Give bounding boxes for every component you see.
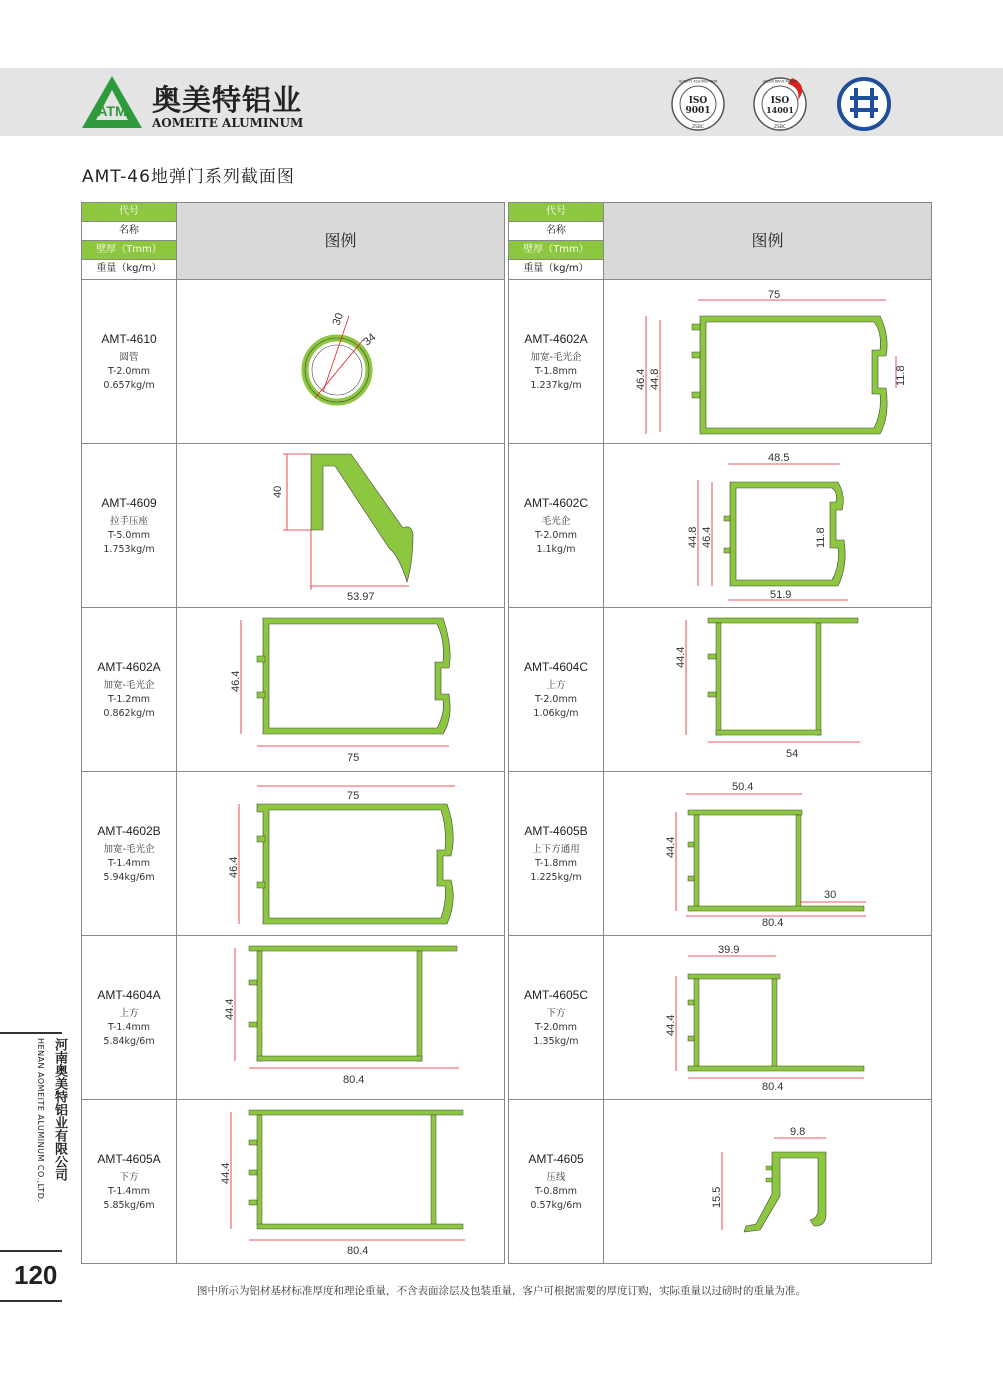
header-weight: 重量（kg/m） <box>523 263 589 274</box>
table-row <box>509 935 931 1100</box>
header-thickness: 壁厚（Tmm） <box>82 241 176 260</box>
header-code: 代号 <box>82 203 176 222</box>
profile-table-left <box>81 202 505 1264</box>
svg-text:44.4: 44.4 <box>220 1162 232 1184</box>
company-name-cn: 河南奥美特铝业有限公司 <box>52 1038 67 1181</box>
table-row <box>509 607 931 772</box>
profile-weight: 1.06kg/m <box>533 708 579 719</box>
profile-drawing <box>177 444 504 608</box>
table-row <box>82 443 504 608</box>
svg-text:80.4: 80.4 <box>762 917 784 929</box>
profile-drawing <box>177 608 504 772</box>
profile-info <box>82 444 177 608</box>
header-code: 代号 <box>509 203 603 222</box>
svg-text:53.97: 53.97 <box>347 591 375 603</box>
profile-code: AMT-4602B <box>97 824 161 838</box>
profile-info <box>82 608 177 772</box>
profile-info <box>509 444 604 608</box>
svg-text:QUALITY ASSURED FIRM: QUALITY ASSURED FIRM <box>678 79 718 84</box>
table-row <box>82 935 504 1100</box>
profile-code: AMT-4604C <box>523 660 589 674</box>
table-row <box>509 1099 931 1264</box>
table-row <box>82 771 504 936</box>
profile-thickness: T-2.0mm <box>535 530 577 541</box>
profile-code: AMT-4610 <box>101 332 157 346</box>
profile-name: 圆管 <box>119 352 139 363</box>
table-header-labels <box>82 203 177 279</box>
svg-text:46.4: 46.4 <box>228 856 240 878</box>
table-row <box>82 1099 504 1264</box>
svg-text:46.4: 46.4 <box>635 368 647 390</box>
page-number-rule <box>0 1300 62 1302</box>
profile-weight: 0.657kg/m <box>103 380 155 391</box>
table-row <box>509 771 931 936</box>
profile-info <box>509 772 604 936</box>
profile-thickness: T-5.0mm <box>108 530 150 541</box>
page-title: AMT-46地弹门系列截面图 <box>82 167 295 187</box>
brand-name-en: AOMEITE ALUMINUM <box>152 116 304 130</box>
profile-code: AMT-4605C <box>523 988 589 1002</box>
profile-drawing <box>177 936 504 1100</box>
company-emblem-icon <box>836 76 892 132</box>
profile-weight: 0.862kg/m <box>103 708 155 719</box>
profile-name: 毛光企 <box>541 516 571 527</box>
profile-thickness: T-1.8mm <box>535 366 577 377</box>
logo-mark-icon <box>80 74 144 130</box>
profile-info <box>509 1100 604 1264</box>
profile-drawing <box>604 936 931 1100</box>
profile-name: 上方 <box>119 1008 139 1019</box>
table-row <box>509 279 931 444</box>
company-side-label <box>0 1032 67 1246</box>
profile-name: 压线 <box>546 1172 566 1183</box>
svg-text:ISO: ISO <box>688 96 708 106</box>
svg-text:9001: 9001 <box>685 106 711 116</box>
profile-name: 下方 <box>119 1172 139 1183</box>
company-name-en: HENAN AOMEITE ALUMINUM CO.,LTD. <box>36 1038 45 1203</box>
profile-code: AMT-4602A <box>524 332 588 346</box>
profile-info <box>509 608 604 772</box>
svg-text:44.8: 44.8 <box>649 368 661 390</box>
profile-code: AMT-4605A <box>97 1152 161 1166</box>
profile-thickness: T-1.4mm <box>108 1186 150 1197</box>
profile-name: 加宽-毛光企 <box>103 844 155 855</box>
table-row <box>82 279 504 444</box>
profile-name: 加宽-毛光企 <box>103 680 155 691</box>
footnote: 图中所示为铝材基材标准厚度和理论重量，不含表面涂层及包装重量，客户可根据需要的厚度订购，实际重量以过磅时的重量为准。 <box>197 1285 806 1297</box>
profile-info <box>82 936 177 1100</box>
profile-code: AMT-4605B <box>524 824 588 838</box>
profile-code: AMT-4605 <box>528 1152 584 1166</box>
profile-weight: 5.84kg/6m <box>103 1036 155 1047</box>
profile-table-right <box>508 202 932 1264</box>
svg-text:44.4: 44.4 <box>665 836 677 858</box>
svg-text:ZSBC: ZSBC <box>773 125 787 130</box>
profile-drawing <box>177 280 504 444</box>
svg-text:48.5: 48.5 <box>768 452 790 464</box>
table-row <box>509 443 931 608</box>
svg-text:14001: 14001 <box>766 105 794 115</box>
svg-text:80.4: 80.4 <box>762 1081 784 1093</box>
table-row <box>82 607 504 772</box>
svg-text:30: 30 <box>330 311 347 328</box>
profile-weight: 0.57kg/6m <box>530 1200 582 1211</box>
profile-weight: 1.35kg/m <box>533 1036 579 1047</box>
svg-text:46.4: 46.4 <box>230 670 242 692</box>
profile-weight: 1.225kg/m <box>530 872 582 883</box>
svg-text:30: 30 <box>824 889 837 901</box>
svg-text:34: 34 <box>361 331 379 349</box>
svg-text:54: 54 <box>786 748 799 760</box>
profile-name: 上下方通用 <box>532 844 580 855</box>
profile-name: 加宽-毛光企 <box>530 352 582 363</box>
profile-drawing <box>604 608 931 772</box>
svg-text:9.8: 9.8 <box>790 1126 806 1138</box>
profile-drawing <box>177 772 504 936</box>
profile-thickness: T-0.8mm <box>535 1186 577 1197</box>
profile-info <box>82 1100 177 1264</box>
profile-code: AMT-4604A <box>97 988 161 1002</box>
svg-text:39.9: 39.9 <box>718 944 740 956</box>
profile-thickness: T-1.4mm <box>108 1022 150 1033</box>
iso9001-seal-icon <box>670 76 726 132</box>
profile-weight: 1.753kg/m <box>103 544 155 555</box>
profile-weight: 1.237kg/m <box>530 380 582 391</box>
profile-info <box>82 772 177 936</box>
profile-thickness: T-1.2mm <box>108 694 150 705</box>
page-number-text: 120 <box>14 1260 58 1290</box>
profile-thickness: T-2.0mm <box>535 694 577 705</box>
profile-weight: 5.85kg/6m <box>103 1200 155 1211</box>
header-name: 名称 <box>509 222 603 241</box>
header-legend: 图例 <box>604 203 931 279</box>
brand-name-cn: 奥美特铝业 <box>152 83 303 117</box>
header-legend: 图例 <box>177 203 504 279</box>
profile-info <box>509 280 604 444</box>
svg-text:11.8: 11.8 <box>815 527 827 548</box>
svg-text:51.9: 51.9 <box>770 589 792 601</box>
svg-text:ISO: ISO <box>770 96 790 106</box>
profile-name: 拉手压座 <box>109 516 148 527</box>
profile-name: 上方 <box>546 680 566 691</box>
profile-code: AMT-4609 <box>101 496 157 510</box>
brand-logo <box>80 74 340 134</box>
header-thickness: 壁厚（Tmm） <box>509 241 603 260</box>
profile-info <box>82 280 177 444</box>
profile-drawing <box>604 1100 931 1264</box>
svg-text:75: 75 <box>347 752 360 764</box>
svg-text:80.4: 80.4 <box>343 1074 365 1086</box>
table-header-labels <box>509 203 604 279</box>
profile-weight: 1.1kg/m <box>536 544 576 555</box>
svg-text:46.4: 46.4 <box>701 526 713 548</box>
svg-text:75: 75 <box>768 289 781 301</box>
profile-code: AMT-4602A <box>97 660 161 674</box>
svg-text:44.8: 44.8 <box>687 526 699 548</box>
profile-drawing <box>604 444 931 608</box>
svg-text:80.4: 80.4 <box>347 1245 369 1257</box>
profile-info <box>509 936 604 1100</box>
svg-text:GREEN DRIVE AWARD: GREEN DRIVE AWARD <box>762 79 798 84</box>
header-name: 名称 <box>82 222 176 241</box>
profile-drawing <box>177 1100 504 1264</box>
svg-text:ATM: ATM <box>97 103 127 119</box>
profile-code: AMT-4602C <box>523 496 589 510</box>
svg-text:44.4: 44.4 <box>675 646 687 668</box>
profile-name: 下方 <box>546 1008 566 1019</box>
svg-text:11.8: 11.8 <box>895 365 907 386</box>
profile-drawing <box>604 280 931 444</box>
svg-text:50.4: 50.4 <box>732 781 754 793</box>
profile-thickness: T-2.0mm <box>535 1022 577 1033</box>
profile-thickness: T-2.0mm <box>108 366 150 377</box>
svg-text:44.4: 44.4 <box>665 1014 677 1036</box>
profile-drawing <box>604 772 931 936</box>
svg-text:44.4: 44.4 <box>224 998 236 1020</box>
header-weight: 重量（kg/m） <box>96 263 162 274</box>
profile-thickness: T-1.8mm <box>535 858 577 869</box>
profile-weight: 5.94kg/6m <box>103 872 155 883</box>
svg-text:40: 40 <box>272 485 284 498</box>
svg-text:ZSBC: ZSBC <box>691 125 705 130</box>
svg-text:75: 75 <box>347 790 360 802</box>
profile-thickness: T-1.4mm <box>108 858 150 869</box>
svg-text:15.5: 15.5 <box>711 1186 723 1208</box>
iso14001-seal-icon <box>752 76 808 132</box>
